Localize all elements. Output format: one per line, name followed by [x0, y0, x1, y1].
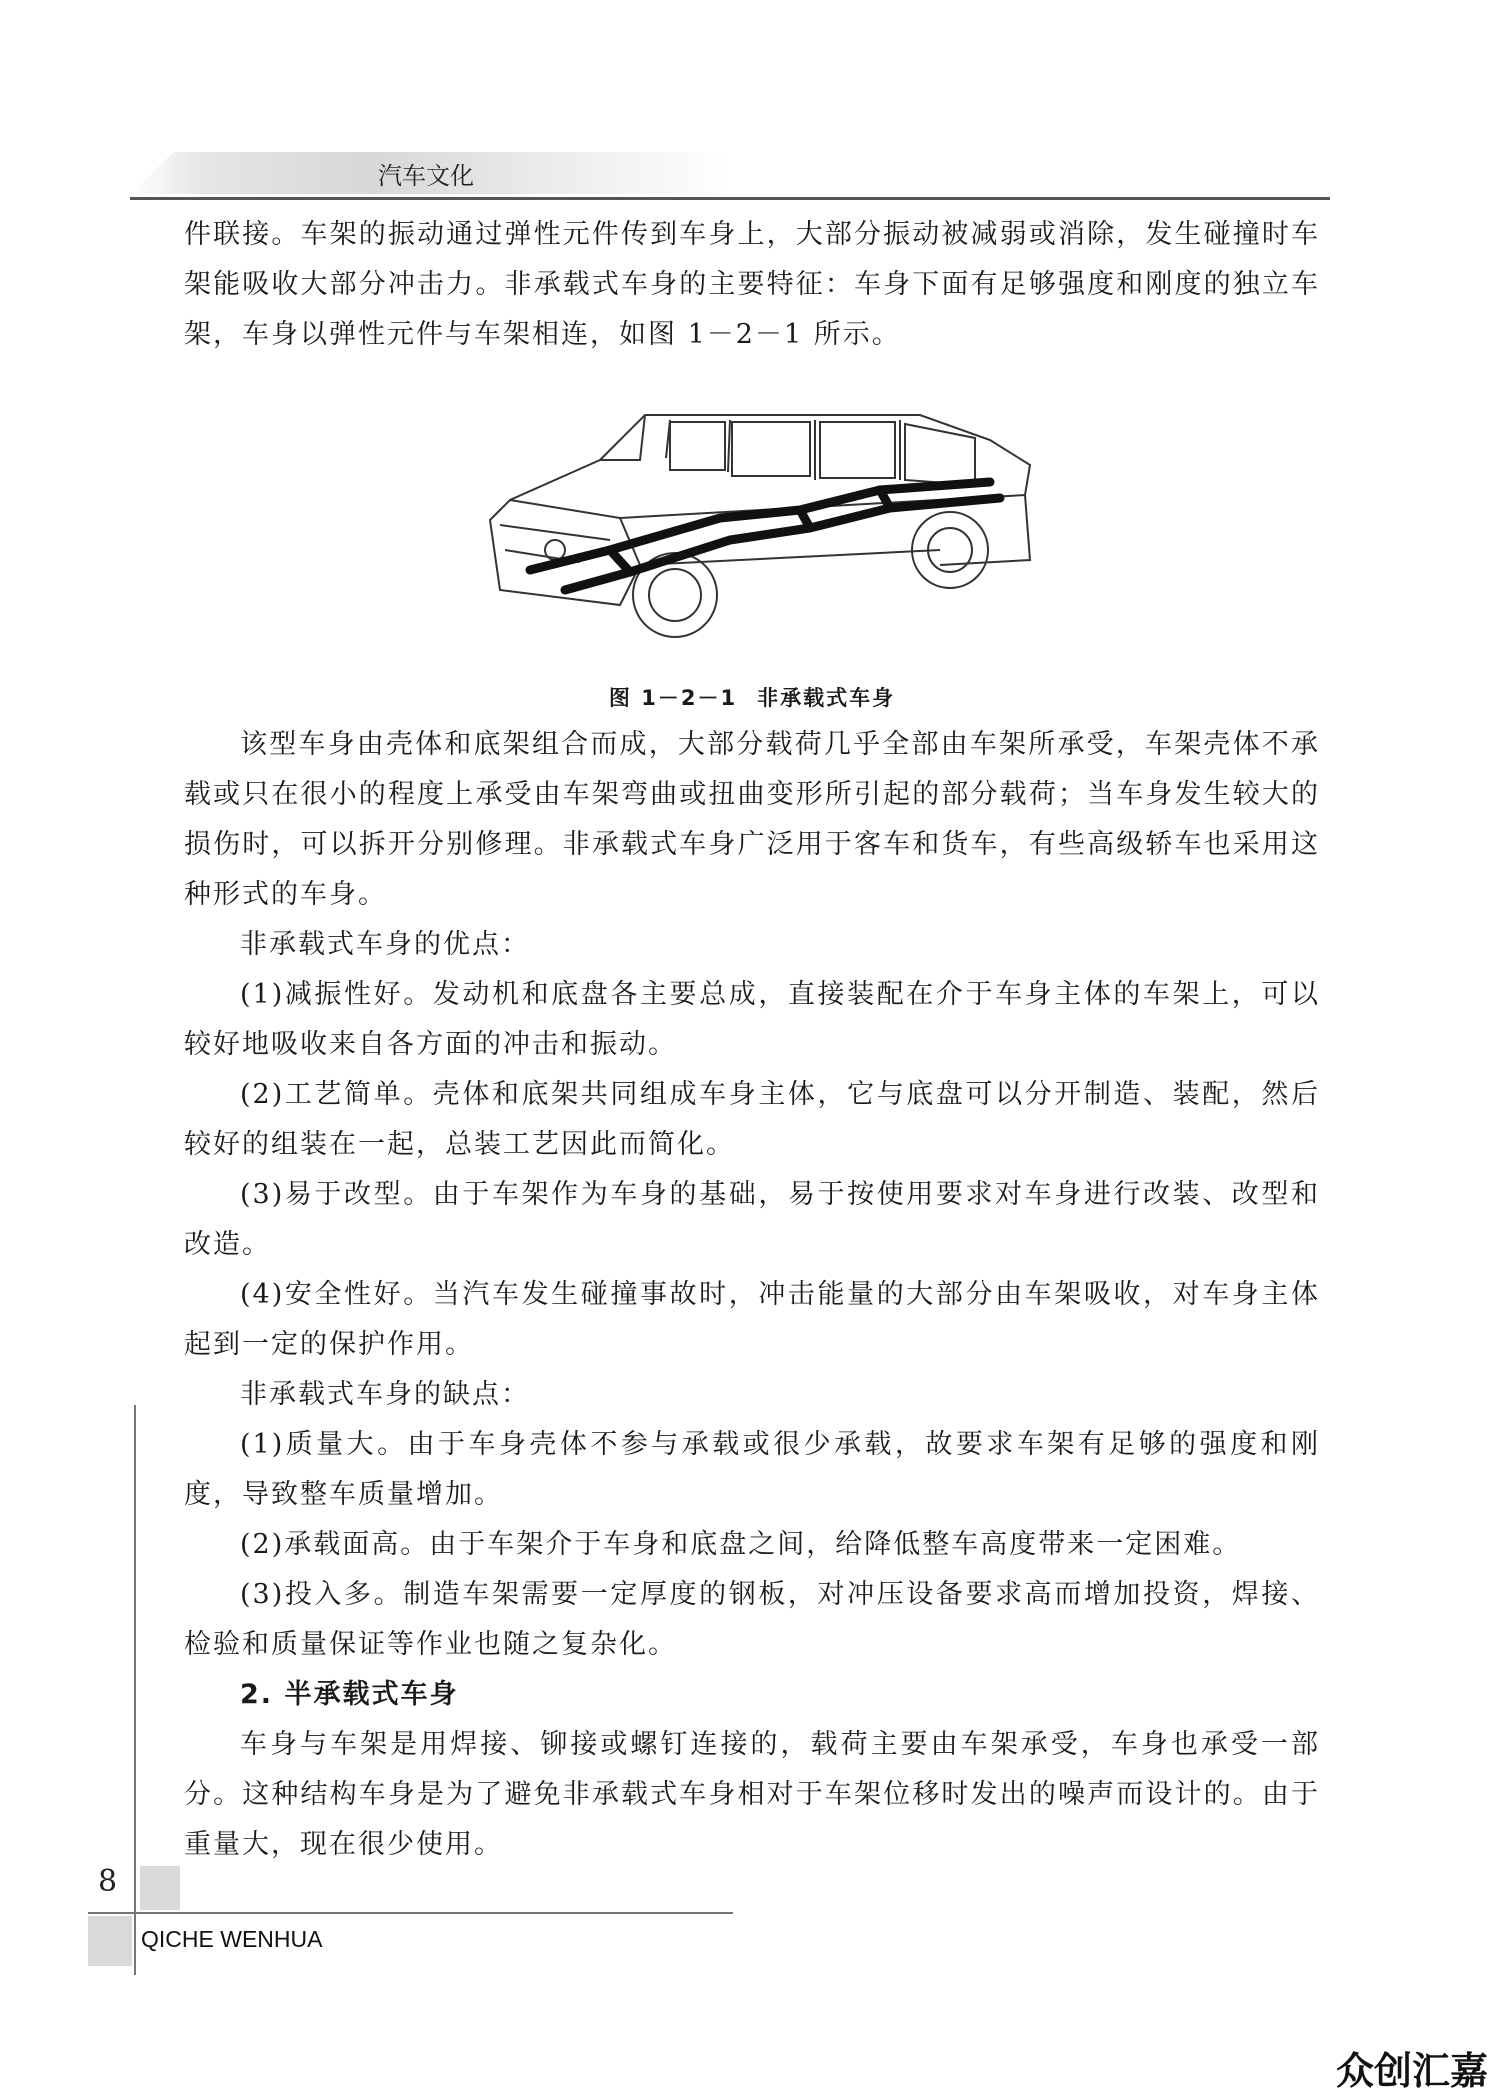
paragraph: 非承载式车身的优点：	[240, 929, 530, 960]
paragraph: (2)承载面高。由于车架介于车身和底盘之间，给降低整车高度带来一定困难。	[240, 1529, 1242, 1560]
paragraph: (4)安全性好。当汽车发生碰撞事故时，冲击能量的大部分由车架吸收，对车身主体起到一定的保护作用。	[184, 1279, 1320, 1360]
footer-horizontal-rule	[88, 1912, 733, 1914]
paragraph: (1)质量大。由于车身壳体不参与承载或很少承载，故要求车架有足够的强度和刚度，导致整车质量增加。	[184, 1429, 1320, 1510]
watermark: 众创汇嘉	[1336, 2049, 1489, 2093]
footer-gray-box	[88, 1916, 132, 1966]
figure-caption-text: 非承载式车身	[757, 686, 896, 710]
footer-gray-box	[140, 1866, 180, 1910]
main-text-block	[184, 720, 1320, 1870]
footer-vertical-rule	[134, 1405, 136, 1975]
paragraph: 车身与车架是用焊接、铆接或螺钉连接的，载荷主要由车架承受，车身也承受一部分。这种结构车身是为了避免非承载式车身相对于车架位移时发出的噪声而设计的。由于重量大，现在很少使用。	[184, 1729, 1320, 1860]
figure-car-frame	[470, 400, 1040, 650]
paragraph: 非承载式车身的缺点：	[240, 1379, 530, 1410]
paragraph: (2)工艺简单。壳体和底架共同组成车身主体，它与底盘可以分开制造、装配，然后较好的组装在一起，总装工艺因此而简化。	[184, 1079, 1320, 1160]
page-number: 8	[98, 1864, 118, 1899]
footer-label: QICHE WENHUA	[141, 1926, 323, 1952]
header-rule	[130, 197, 1330, 200]
paragraph: (3)易于改型。由于车架作为车身的基础，易于按使用要求对车身进行改装、改型和改造。	[184, 1179, 1320, 1260]
paragraph: (3)投入多。制造车架需要一定厚度的钢板，对冲压设备要求高而增加投资，焊接、检验和质量保证等作业也随之复杂化。	[184, 1579, 1320, 1660]
figure-number: 图 1－2－1	[608, 686, 738, 710]
running-header-title: 汽车文化	[378, 162, 474, 190]
top-text-block	[184, 210, 1320, 360]
paragraph: (1)减振性好。发动机和底盘各主要总成，直接装配在介于车身主体的车架上，可以较好地吸收来自各方面的冲击和振动。	[184, 979, 1320, 1060]
figure-caption	[0, 682, 1504, 712]
section-heading: 2. 半承载式车身	[240, 1679, 459, 1710]
car-frame-illustration-icon	[470, 400, 1040, 650]
paragraph: 该型车身由壳体和底架组合而成，大部分载荷几乎全部由车架所承受，车架壳体不承载或只在很小的程度上承受由车架弯曲或扭曲变形所引起的部分载荷；当车身发生较大的损伤时，可以拆开分别修理。非承载式车身广泛用于客车和货车，有些高级轿车也采用这种形式的车身。	[184, 729, 1320, 910]
paragraph-continuation: 件联接。车架的振动通过弹性元件传到车身上，大部分振动被减弱或消除，发生碰撞时车架能吸收大部分冲击力。非承载式车身的主要特征：车身下面有足够强度和刚度的独立车架，车身以弹性元件与车架相连，如图 1－2－1 所示。	[184, 219, 1320, 350]
